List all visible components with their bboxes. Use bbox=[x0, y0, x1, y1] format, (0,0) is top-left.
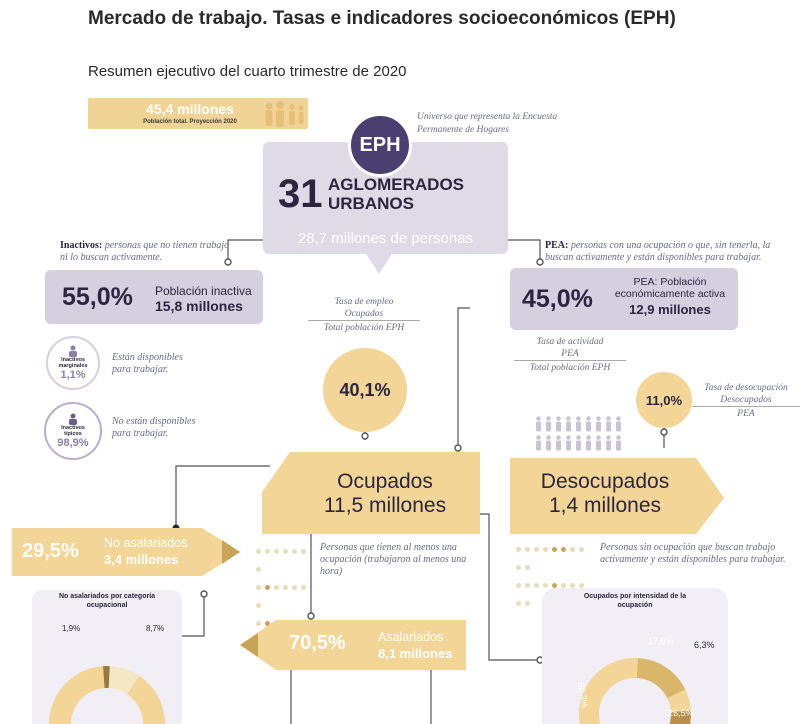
person-icon bbox=[67, 345, 79, 357]
tasa-desocupacion-num: Desocupados bbox=[720, 395, 772, 405]
person-body bbox=[586, 422, 591, 432]
person-body bbox=[586, 441, 591, 451]
grid-dot bbox=[274, 549, 279, 554]
no-asalariados-slice2-label: 8,7% bbox=[146, 624, 165, 633]
person-body bbox=[556, 422, 561, 432]
page-title: Mercado de trabajo. Tasas e indicadores socioeconómicos (EPH) bbox=[88, 8, 676, 29]
person-body bbox=[566, 441, 571, 451]
inactivos-pct: 55,0% bbox=[62, 283, 133, 311]
tasa-actividad-num: PEA bbox=[561, 349, 579, 359]
person-body bbox=[556, 441, 561, 451]
grid-dot bbox=[301, 585, 306, 590]
person-head bbox=[596, 416, 601, 421]
universe-label: Población total. Proyección 2020 bbox=[143, 119, 237, 125]
grid-dot bbox=[256, 603, 261, 608]
person-head bbox=[606, 416, 611, 421]
tasa-empleo-fraction bbox=[308, 296, 420, 334]
inactivos-tipicos-pct: 98,9% bbox=[57, 437, 89, 449]
no-asalariados-value: 3,4 millones bbox=[104, 552, 179, 567]
grid-dot bbox=[525, 547, 530, 552]
asalariados-pencil bbox=[240, 620, 466, 670]
intensidad-slice2-label: 6,3% bbox=[694, 640, 715, 650]
grid-dot bbox=[301, 549, 306, 554]
inactivos-value: 15,8 millones bbox=[155, 298, 243, 314]
grid-dot bbox=[256, 567, 261, 572]
grid-dot bbox=[552, 547, 557, 552]
grid-dot bbox=[516, 583, 521, 588]
pea-def-text: personas con una ocupación o que, sin tenerla, la buscan activamente y están disponibles para trabajar. bbox=[545, 240, 771, 263]
person-head bbox=[566, 435, 571, 440]
inactivos-marginales-pct: 1,1% bbox=[60, 369, 86, 381]
person-body bbox=[576, 422, 581, 432]
no-asalariados-slice1-label: 1,9% bbox=[62, 624, 81, 633]
grid-dot bbox=[543, 583, 548, 588]
person-head bbox=[616, 416, 621, 421]
person-body bbox=[606, 422, 611, 432]
people-grid-icon bbox=[532, 414, 628, 454]
pea-label: PEA: Población económicamente activa bbox=[614, 276, 726, 300]
inactivos-def-term: Inactivos: bbox=[60, 240, 103, 251]
universe-note: Universo que representa la Encuesta Permanente de Hogares bbox=[417, 112, 558, 135]
grid-dot bbox=[516, 547, 521, 552]
grid-dot bbox=[292, 549, 297, 554]
desocupados-label: Desocupados bbox=[540, 470, 670, 493]
person-body bbox=[576, 441, 581, 451]
ocupados-note: Personas que tienen al menos una ocupación (trabajaron al menos una hora) bbox=[320, 542, 467, 577]
inactivos-definition bbox=[60, 240, 230, 264]
person-head bbox=[536, 435, 541, 440]
grid-dot bbox=[283, 585, 288, 590]
tasa-actividad-fraction bbox=[514, 336, 626, 374]
asalariados-pct: 70,5% bbox=[289, 632, 346, 654]
person-body bbox=[546, 422, 551, 432]
grid-dot bbox=[516, 601, 521, 606]
person-body bbox=[616, 441, 621, 451]
pea-pct: 45,0% bbox=[522, 285, 593, 313]
ocupados-label: Ocupados bbox=[337, 470, 433, 493]
person-body bbox=[596, 422, 601, 432]
person-icon bbox=[67, 413, 79, 425]
person-head bbox=[606, 435, 611, 440]
inactivos-def-text: personas que no tienen trabajo ni lo buscan activamente. bbox=[60, 240, 230, 263]
aglomerados-label: AGLOMERADOS URBANOS bbox=[328, 175, 464, 213]
grid-dot bbox=[256, 585, 261, 590]
tasa-empleo-num: Ocupados bbox=[344, 309, 384, 319]
person-body bbox=[566, 422, 571, 432]
grid-dot bbox=[534, 583, 539, 588]
grid-dot bbox=[579, 547, 584, 552]
tasa-empleo-name: Tasa de empleo bbox=[334, 297, 394, 307]
no-asalariados-label: No asalariados bbox=[104, 536, 188, 550]
inactivos-tipicos-icon-label: Inactivos típicos bbox=[61, 425, 85, 437]
grid-dot bbox=[265, 585, 270, 590]
person-head bbox=[536, 416, 541, 421]
tasa-actividad-name: Tasa de actividad bbox=[536, 337, 604, 347]
person-head bbox=[576, 435, 581, 440]
tasa-desocupacion-fraction bbox=[692, 382, 800, 420]
donut-slice-4 bbox=[579, 658, 638, 724]
intensidad-chart-title: Ocupados por intensidad de la ocupación bbox=[583, 593, 687, 609]
person-body bbox=[536, 422, 541, 432]
grid-dot bbox=[525, 583, 530, 588]
grid-dot bbox=[265, 549, 270, 554]
no-asalariados-chart-title: No asalariados por categoría ocupacional bbox=[58, 593, 156, 609]
pea-value: 12,9 millones bbox=[629, 302, 711, 317]
person-head bbox=[556, 416, 561, 421]
intensidad-donut-chart bbox=[542, 612, 728, 724]
tasa-desocupacion-circle: 11,0% bbox=[636, 372, 692, 428]
donut-slice-1 bbox=[637, 658, 686, 698]
pea-definition bbox=[545, 240, 795, 264]
person-head bbox=[616, 435, 621, 440]
eph-badge: EPH bbox=[348, 113, 412, 177]
universe-value: 45,4 millones bbox=[146, 101, 234, 117]
asalariados-label: Asalariados bbox=[378, 630, 444, 644]
desocupados-value: 1,4 millones bbox=[548, 494, 662, 517]
grid-dot bbox=[525, 601, 530, 606]
grid-dot bbox=[292, 585, 297, 590]
ocupados-value: 11,5 millones bbox=[323, 494, 447, 517]
desocupados-note: Personas sin ocupación que buscan trabajo activamente y están disponibles para trabajar. bbox=[600, 542, 786, 565]
person-head bbox=[546, 416, 551, 421]
page-subtitle: Resumen ejecutivo del cuarto trimestre de 2020 bbox=[88, 63, 407, 80]
inactivos-marginales-text: Están disponibles para trabajar. bbox=[112, 352, 183, 375]
grid-dot bbox=[516, 565, 521, 570]
grid-dot bbox=[561, 547, 566, 552]
intensidad-slice4-label: 26,5% bbox=[668, 708, 694, 718]
person-body bbox=[596, 441, 601, 451]
inactivos-marginales-icon-label: Inactivos marginales bbox=[58, 357, 88, 369]
person-body bbox=[616, 422, 621, 432]
person-head bbox=[576, 416, 581, 421]
tasa-desocupacion-den: PEA bbox=[692, 406, 800, 420]
grid-dot bbox=[543, 547, 548, 552]
pea-def-term: PEA: bbox=[545, 240, 569, 251]
inactivos-label: Población inactiva bbox=[155, 284, 252, 298]
grid-dot bbox=[274, 585, 279, 590]
inactivos-tipicos-circle bbox=[44, 402, 102, 460]
intensidad-slice1-label: 17,0% bbox=[648, 636, 674, 646]
inactivos-tipicos-text: No están disponibles para trabajar. bbox=[112, 416, 196, 439]
grid-dot bbox=[534, 547, 539, 552]
intensidad-slice3-label: 50,3% bbox=[575, 681, 590, 709]
grid-dot bbox=[283, 549, 288, 554]
person-body bbox=[536, 441, 541, 451]
grid-dot bbox=[525, 565, 530, 570]
person-head bbox=[556, 435, 561, 440]
tasa-empleo-den: Total población EPH bbox=[308, 320, 420, 334]
tasa-empleo-circle: 40,1% bbox=[323, 348, 407, 432]
inactivos-marginales-circle bbox=[46, 336, 100, 390]
grid-dot bbox=[570, 547, 575, 552]
person-head bbox=[566, 416, 571, 421]
grid-dot bbox=[256, 549, 261, 554]
aglomerados-number: 31 bbox=[278, 172, 323, 216]
person-body bbox=[606, 441, 611, 451]
person-head bbox=[586, 435, 591, 440]
tasa-actividad-den: Total población EPH bbox=[514, 360, 626, 374]
tasa-desocupacion-name: Tasa de desocupación bbox=[704, 383, 788, 393]
aglomerados-people: 28,7 millones de personas bbox=[297, 230, 474, 247]
asalariados-value: 8,1 millones bbox=[378, 646, 453, 661]
person-body bbox=[546, 441, 551, 451]
no-asalariados-pct: 29,5% bbox=[22, 540, 79, 562]
person-head bbox=[546, 435, 551, 440]
person-head bbox=[596, 435, 601, 440]
person-head bbox=[586, 416, 591, 421]
